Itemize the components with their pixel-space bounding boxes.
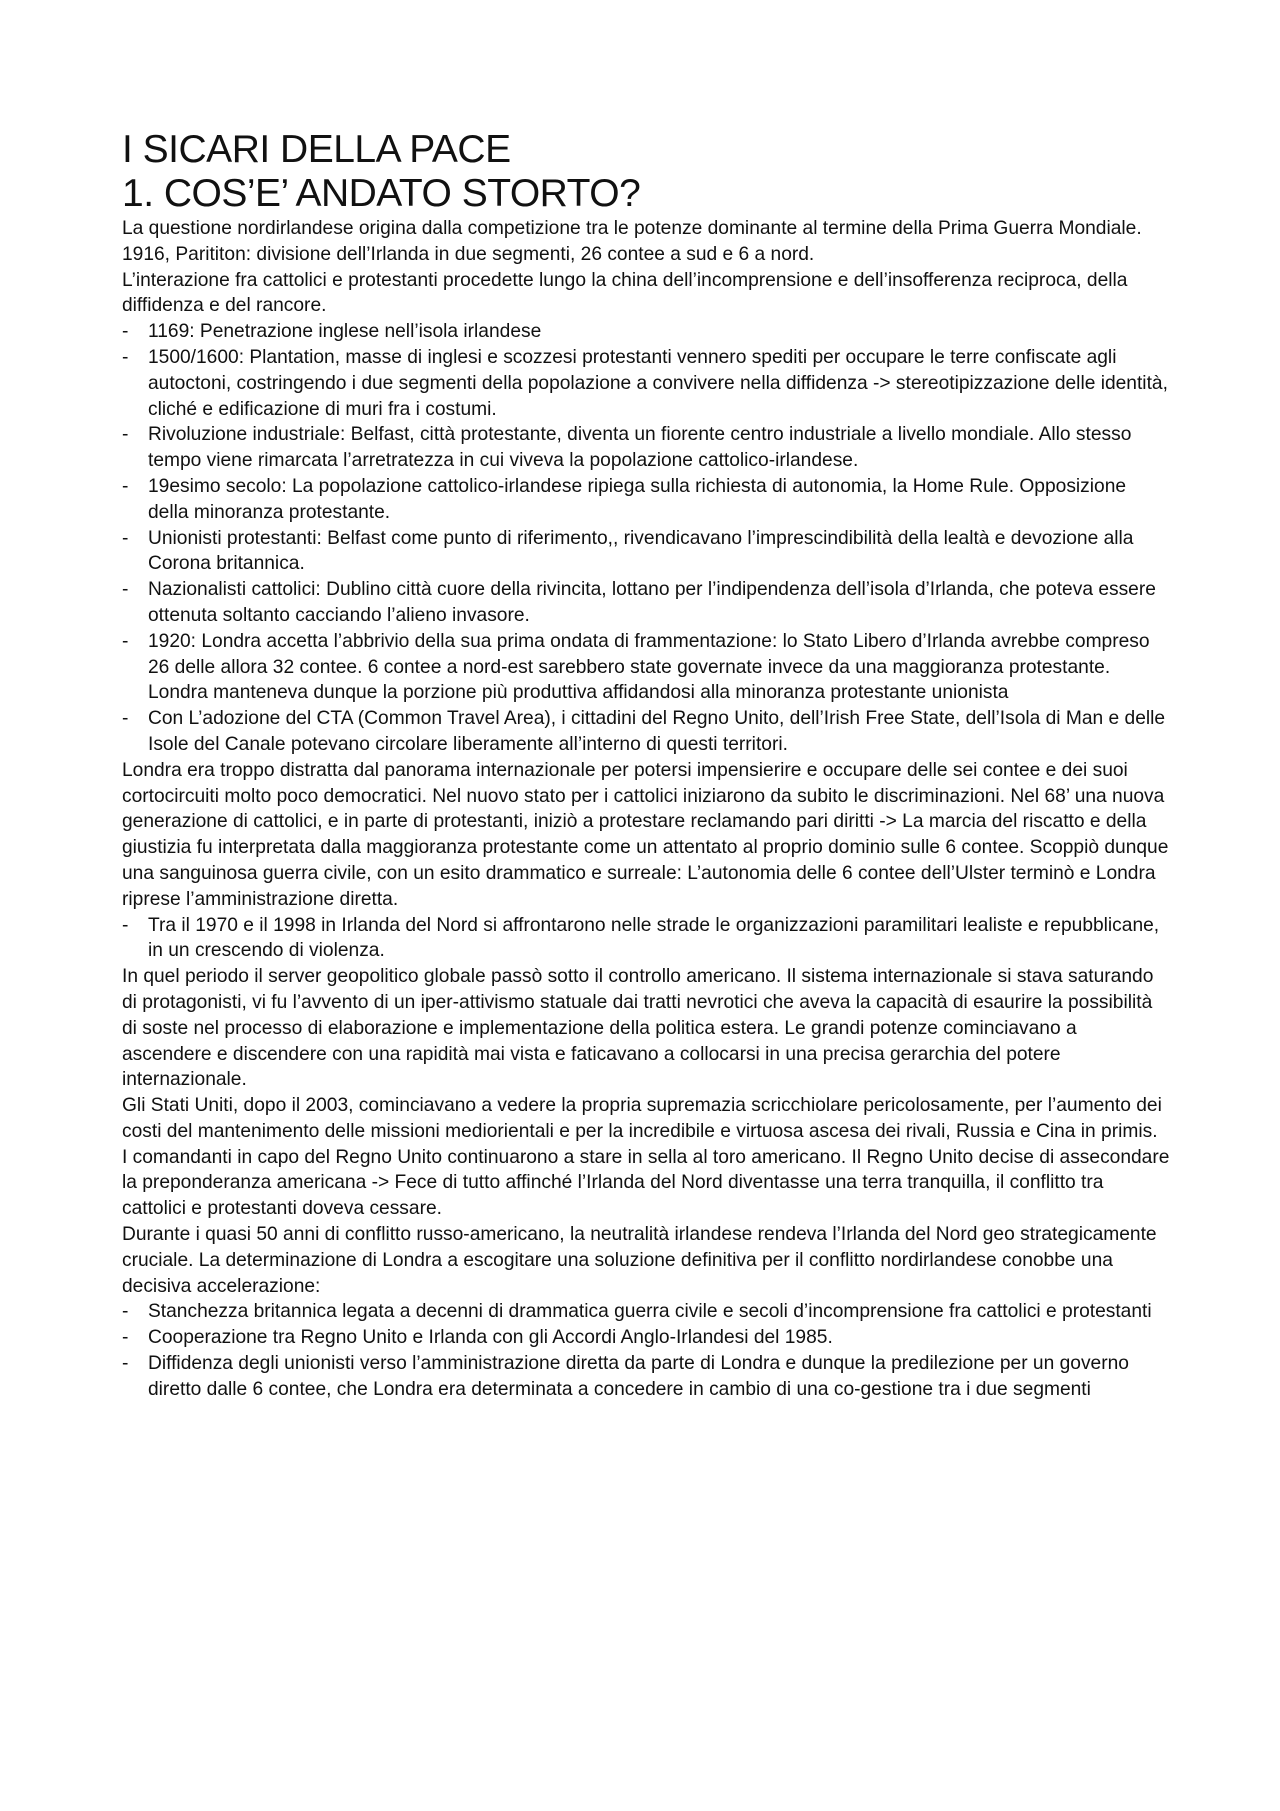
paragraph: L’interazione fra cattolici e protestanti procedette lungo la china dell’incomprensione e dell’insofferenza reciproca, della diffidenza e del rancore. xyxy=(122,269,1128,317)
list-item: - Cooperazione tra Regno Unito e Irlanda con gli Accordi Anglo-Irlandesi del 1985. xyxy=(122,1325,1170,1351)
title-line-1: I SICARI DELLA PACE xyxy=(122,128,511,171)
list-item: - Rivoluzione industriale: Belfast, città protestante, diventa un fiorente centro industriale a livello mondiale. Allo stesso tempo viene rimarcata l’arretratezza in cui viveva la popolazione cattolico-irlandese. xyxy=(122,422,1170,474)
list-item: - 1500/1600: Plantation, masse di inglesi e scozzesi protestanti vennero spediti per occupare le terre confiscate agli autoctoni, costringendo i due segmenti della popolazione a convivere nella diffidenza -> stereotipizzazione delle identità, cliché e edificazione di muri fra i costumi. xyxy=(122,345,1170,422)
list-item: - Stanchezza britannica legata a decenni di drammatica guerra civile e secoli d’incomprensione fra cattolici e protestanti xyxy=(122,1299,1170,1325)
list-item: - Tra il 1970 e il 1998 in Irlanda del Nord si affrontarono nelle strade le organizzazioni paramilitari lealiste e repubblicane, in un crescendo di violenza. xyxy=(122,913,1170,965)
list-item: - Nazionalisti cattolici: Dublino città cuore della rivincita, lottano per l’indipendenza dell’isola d’Irlanda, che poteva essere ottenuta soltanto cacciando l’alieno invasore. xyxy=(122,577,1170,629)
list-item: - 1920: Londra accetta l’abbrivio della sua prima ondata di frammentazione: lo Stato Libero d’Irlanda avrebbe compreso 26 delle allora 32 contee. 6 contee a nord-est sarebbero state governate invece da una maggioranza protestante. Londra manteneva dunque la porzione più produttiva affidandosi alla minoranza protestante unionista xyxy=(122,629,1170,706)
paragraph: La questione nordirlandese origina dalla competizione tra le potenze dominante al termine della Prima Guerra Mondiale. xyxy=(122,218,1142,239)
document-title xyxy=(122,128,1170,216)
list-item: - 1169: Penetrazione inglese nell’isola irlandese xyxy=(122,319,1170,345)
dash-list xyxy=(122,913,1170,965)
list-item: - 19esimo secolo: La popolazione cattolico-irlandese ripiega sulla richiesta di autonomia, la Home Rule. Opposizione della minoranza protestante. xyxy=(122,474,1170,526)
paragraph: In quel periodo il server geopolitico globale passò sotto il controllo americano. Il sistema internazionale si stava saturando di protagonisti, vi fu l’avvento di un iper-attivismo statuale dai tratti nevrotici che aveva la capacità di esaurire la possibilità di soste nel processo di elaborazione e implementazione della politica estera. Le grandi potenze cominciavano a ascendere e discendere con una rapidità mai vista e faticavano a collocarsi in una precisa gerarchia del potere internazionale. xyxy=(122,966,1154,1091)
dash-list xyxy=(122,319,1170,758)
list-item: - Con L’adozione del CTA (Common Travel Area), i cittadini del Regno Unito, dell’Irish Free State, dell’Isola di Man e delle Isole del Canale potevano circolare liberamente all’interno di questi territori. xyxy=(122,706,1170,758)
title-line-2: 1. COS’E’ ANDATO STORTO? xyxy=(122,172,641,215)
paragraph: Gli Stati Uniti, dopo il 2003, cominciavano a vedere la propria supremazia scricchiolare pericolosamente, per l’aumento dei costi del mantenimento delle missioni mediorientali e per la incredibile e virtuosa ascesa dei rivali, Russia e Cina in primis. xyxy=(122,1095,1162,1142)
list-item: - Diffidenza degli unionisti verso l’amministrazione diretta da parte di Londra e dunque la predilezione per un governo diretto dalle 6 contee, che Londra era determinata a concedere in cambio di una co-gestione tra i due segmenti xyxy=(122,1351,1170,1403)
paragraph: Londra era troppo distratta dal panorama internazionale per potersi impensierire e occupare delle sei contee e dei suoi cortocircuiti molto poco democratici. Nel nuovo stato per i cattolici iniziarono da subito le discriminazioni. Nel 68’ una nuova generazione di cattolici, e in parte di protestanti, iniziò a protestare reclamando pari diritti -> La marcia del riscatto e della giustizia fu interpretata dalla maggioranza protestante come un attentato al proprio dominio sulle 6 contee. Scoppiò dunque una sanguinosa guerra civile, con un esito drammatico e surreale: L’autonomia delle 6 contee dell’Ulster terminò e Londra riprese l’amministrazione diretta. xyxy=(122,759,1169,910)
document-page xyxy=(122,128,1170,1403)
paragraph: 1916, Parititon: divisione dell’Irlanda in due segmenti, 26 contee a sud e 6 a nord. xyxy=(122,243,815,265)
list-item: - Unionisti protestanti: Belfast come punto di riferimento,, rivendicavano l’imprescindibilità della lealtà e devozione alla Corona britannica. xyxy=(122,526,1170,578)
paragraph: Durante i quasi 50 anni di conflitto russo-americano, la neutralità irlandese rendeva l’Irlanda del Nord geo strategicamente cruciale. La determinazione di Londra a escogitare una soluzione definitiva per il conflitto nordirlandese conobbe una decisiva accelerazione: xyxy=(122,1224,1157,1297)
paragraph: I comandanti in capo del Regno Unito continuarono a stare in sella al toro americano. Il Regno Unito decise di assecondare la preponderanza americana -> Fece di tutto affinché l’Irlanda del Nord diventasse una terra tranquilla, il conflitto tra cattolici e protestanti doveva cessare. xyxy=(122,1146,1170,1220)
document-body xyxy=(122,216,1170,1403)
dash-list xyxy=(122,1299,1170,1402)
